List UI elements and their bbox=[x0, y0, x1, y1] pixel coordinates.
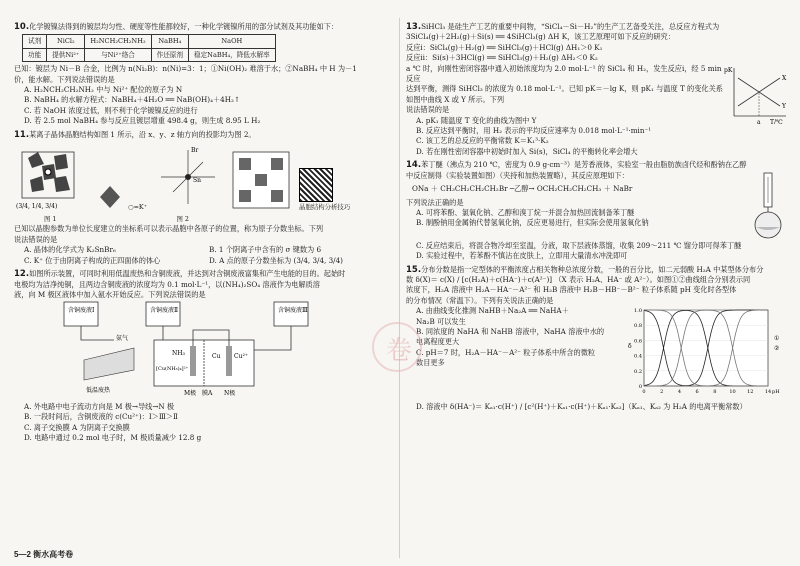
q12-nh3: NH₃ bbox=[172, 350, 185, 358]
q11-option-c: C. K⁺ 位于由阴离子构成的正四面体的体心 bbox=[24, 255, 161, 265]
q10-known1: 已知：镀层为 Ni－B 合金，比例为 n(Ni₂B)：n(Ni)=3：1；①Ni(OH)₂ 难溶于水；②NaBH₄ 中 H 为－1 bbox=[14, 64, 357, 74]
q12-apparatus bbox=[54, 300, 354, 398]
chart-y-tick: 1.0 bbox=[634, 308, 642, 315]
q13-option-c: C. 该工艺的总反应的平衡常数 K＝K₁³·K₂ bbox=[416, 136, 549, 146]
q13-body bbox=[406, 64, 790, 147]
q13-graph-xlabel: T/℃ bbox=[770, 118, 783, 124]
q12-n-pole: N极 bbox=[224, 390, 236, 398]
q13-stem1: SiHCl₃ 是硅生产工艺的重要中间物，“SiCl₄－Si－H₂”的生产工艺备受关注，总反应方程式为 bbox=[421, 22, 720, 31]
q15-stem3: 浓度下，H₂A 溶液中 H₂A－HA⁻－A²⁻ 和 H₂B 溶液中 H₂B－HB⁻－B²⁻ 粒子体系随 pH 变化时各型体 bbox=[406, 285, 737, 295]
q12-membrane: 膜A bbox=[202, 390, 213, 398]
left-column bbox=[14, 22, 394, 446]
q15-option-b1: B. 同浓度的 NaHA 和 NaHB 溶液中，NaHA 溶液中水的 bbox=[416, 326, 605, 336]
q14-reaction: ONa ＋ CH₃CH₂CH₂CH₂Br ─乙醇→ OCH₂CH₂CH₂CH₃ ＋ NaBr bbox=[412, 184, 633, 194]
chart-legend-1: ① bbox=[774, 335, 780, 343]
q11-stem2: 已知以晶胞参数为单位长度建立的坐标系可以表示晶胞中各原子的位置，称为原子分数坐标。下列 bbox=[14, 224, 324, 234]
q11-qr-caption: 晶胞结构分析技巧 bbox=[299, 202, 351, 211]
q12-stem2: 电极均为洁净纯铜，且两边含铜废液的浓度均为 0.1 mol·L⁻¹，以(NH₄)₂SO₄ 溶液作为电解质溶 bbox=[14, 279, 320, 289]
q14-option-a: A. 可将苯酚、氯氧化钠、乙醇和溴丁烷一并混合加热回流制备苯丁醚 bbox=[416, 207, 635, 217]
chart-y-tick: 0.6 bbox=[634, 338, 642, 345]
q11-option-b: B. 1 个阴离子中含有的 σ 键数为 6 bbox=[209, 245, 322, 255]
q10-known2: 价，能水解。下列说法错误的是 bbox=[14, 74, 115, 84]
page-footer: 5—2 衡水高考卷 bbox=[14, 550, 74, 559]
question-12 bbox=[14, 269, 394, 443]
q14-stem3: 下列说法正确的是 bbox=[406, 197, 464, 207]
q10-cell: H₂NCH₂CH₂NH₂ bbox=[85, 35, 151, 48]
q11-sn-label: Sn bbox=[193, 177, 202, 185]
chart-frame bbox=[644, 310, 768, 386]
q12-tank1: 含铜废液Ⅰ bbox=[68, 307, 95, 315]
q11-stem: 某离子晶体晶胞结构如图 1 所示，沿 x、y、z 轴方向的投影均为图 2。 bbox=[29, 129, 256, 139]
q15-body bbox=[406, 306, 790, 402]
q13-eq1: 反应ⅰ：SiCl₄(g)＋H₂(g) ══ SiHCl₃(g)＋HCl(g) ΔH₁＞0 K₁ bbox=[406, 42, 603, 52]
q13-eq-total: 3SiCl₄(g)＋2H₂(g)＋Si(s) ══ 4SiHCl₃(g) ΔH K，该工艺原理可如下反应的研究： bbox=[406, 32, 675, 42]
chart-x-tick: 4 bbox=[677, 389, 682, 396]
q13-number: 13. bbox=[406, 22, 422, 32]
q10-table bbox=[22, 34, 276, 62]
stamp-text: 卷 bbox=[386, 336, 413, 366]
q12-cu2: Cu²⁺ bbox=[234, 353, 249, 361]
q13-stem3: 达到平衡，测得 SiHCl₃ 的浓度为 0.18 mol·L⁻¹。已知 pK＝－lg K，则 pK₁ 与温度 T 的变化关系如图中曲线 X 或 Y 所示。下列 bbox=[406, 84, 723, 104]
q15-stem2: 数 δ(X)＝ c(X) / [c(H₂A)＋c(HA⁻)＋c(A²⁻)] （X 表示 H₂A、HA⁻ 或 A²⁻）。如图①②曲线组合分别表示同 bbox=[406, 274, 751, 284]
q10-option-a: A. H₂NCH₂CH₂NH₂ 中与 Ni²⁺ 配位的原子为 N bbox=[24, 85, 183, 95]
q11-option-a: A. 晶体的化学式为 K₂SnBr₆ bbox=[24, 245, 116, 255]
q10-cell: 与Ni²⁺络合 bbox=[85, 48, 151, 61]
question-13 bbox=[406, 22, 790, 157]
q12-number: 12. bbox=[14, 269, 30, 280]
chart-x-tick: 14 bbox=[764, 389, 772, 396]
q10-number: 10. bbox=[14, 22, 30, 32]
q10-cell: 功能 bbox=[23, 48, 47, 61]
q12-complex: [Cu(NH₃)₄]²⁺ bbox=[156, 366, 189, 373]
q10-option-d: D. 若 2.5 mol NaBH₄ 参与反应且镀层增重 498.4 g，则生成 8.95 L H₂ bbox=[24, 116, 261, 126]
q13-option-d: D. 若在刚性密闭容器中初始时加入 Si(s)，SiCl₄ 的平衡转化率会增大 bbox=[416, 146, 638, 156]
q11-number: 11. bbox=[14, 129, 30, 140]
q13-pk-graph bbox=[724, 64, 790, 124]
q11-figure2-projection bbox=[229, 148, 293, 212]
q10-cell: 作还原剂 bbox=[151, 48, 188, 61]
q13-stem2: a ℃ 时，向刚性密闭容器中通入初始浓度均为 2.0 mol·L⁻¹ 的 SiCl₄ 和 H₂，发生反应ⅰ，经 5 min 反应 bbox=[406, 63, 722, 84]
q14-reflux-apparatus bbox=[746, 171, 790, 241]
q10-cell: 提供Ni²⁺ bbox=[47, 48, 85, 61]
chart-y-tick: 0.2 bbox=[634, 368, 642, 375]
chart-x-tick: 2 bbox=[660, 389, 664, 396]
chart-x-tick: 0 bbox=[642, 389, 646, 396]
q12-cu: Cu bbox=[212, 353, 221, 361]
q12-ammonia: 氨气 bbox=[116, 335, 129, 343]
q13-graph-ylabel: pK bbox=[724, 66, 733, 74]
q13-graph-y-curve: Y bbox=[782, 102, 786, 110]
chart-y-tick: 0.4 bbox=[634, 353, 642, 360]
q12-m-pole: M极 bbox=[184, 390, 197, 398]
q13-stem4: 说法错误的是 bbox=[406, 105, 450, 115]
q10-cell: 稳定NaBH₄，降低水解率 bbox=[188, 48, 275, 61]
q13-graph-a: a bbox=[757, 118, 761, 124]
q11-fig2-caption: 图 2 bbox=[176, 215, 189, 224]
question-14 bbox=[406, 160, 790, 261]
q13-option-a: A. pK₁ 随温度 T 变化的曲线为图中 Y bbox=[416, 115, 537, 125]
q15-option-b2: 电离程度更大 bbox=[416, 337, 460, 347]
q11-fig1-caption: 图 1 bbox=[44, 215, 57, 224]
q13-graph-x-curve: X bbox=[782, 74, 787, 82]
chart-x-tick: 12 bbox=[747, 389, 754, 396]
q15-option-a2: Na₂B 可以发生 bbox=[416, 316, 466, 326]
q15-stem1: 分布分数是指一定型体的平衡浓度占相关物种总浓度分数，一般的百分比，如二元弱酸 H₂A 中某型体分布分 bbox=[421, 264, 764, 274]
q11-stem3: 说法错误的是 bbox=[14, 234, 58, 244]
q12-option-c: C. 离子交换膜 A 为阴离子交换膜 bbox=[24, 422, 130, 432]
q12-tank2: 含铜废液Ⅱ bbox=[150, 307, 179, 315]
chart-x-tick: 8 bbox=[713, 389, 717, 396]
q12-option-a: A. 外电路中电子流动方向是 M 极→导线→N 极 bbox=[24, 401, 175, 411]
q12-stem1: 如图所示装置，可同时利用低温废热和含铜废液，并达到对含铜废液富集和产生电能的目的。起始时 bbox=[29, 269, 346, 279]
q11-br-label: Br bbox=[191, 147, 199, 155]
q13-option-b: B. 反应达到平衡时，用 H₂ 表示的平均反应速率为 0.018 mol·L⁻¹·min⁻¹ bbox=[416, 126, 652, 136]
q11-octahedron-detail bbox=[153, 142, 223, 212]
q13-eq2: 反应ⅱ：Si(s)＋3HCl(g) ══ SiHCl₃(g)＋H₂(g) ΔH₂＜0 K₂ bbox=[406, 53, 598, 63]
chart-legend-2: ② bbox=[774, 345, 780, 353]
q14-option-c: C. 反应结束后，将混合物冷却至室温，分液，取下层液体蒸馏，收集 209～211 ℃ 馏分即可得苯丁醚 bbox=[416, 240, 742, 250]
q14-body bbox=[406, 171, 790, 241]
q15-option-c2: 数目更多 bbox=[416, 358, 445, 368]
chart-y-label: δ bbox=[628, 343, 632, 351]
q15-option-c1: C. pH＝7 时，H₂A－HA⁻－A²⁻ 粒子体系中所含的微粒 bbox=[416, 347, 596, 357]
q11-legend: ○=K⁺ bbox=[128, 202, 148, 211]
q14-option-d: D. 实验过程中，若苯酚不慎沾在皮肤上，立即用大量清水冲洗即可 bbox=[416, 251, 628, 261]
q11-figures bbox=[14, 142, 394, 212]
right-column bbox=[406, 22, 790, 416]
q14-number: 14. bbox=[406, 160, 422, 171]
q11-figure-captions bbox=[44, 214, 394, 224]
q10-cell: NaOH bbox=[188, 35, 275, 48]
q15-option-d: D. 溶液中 δ(HA⁻)＝ Kₐ₁·c(H⁺) / [c²(H⁺)＋Kₐ₁·c(H⁺)＋Kₐ₁·Kₐ₂]（Kₐ₁、Kₐ₂ 为 H₂A 的电离平衡常数） bbox=[416, 402, 747, 412]
q14-stem2: 中反应制得（实验装置如图）（夹持和加热装置略），其反应原理如下： bbox=[406, 170, 629, 180]
q15-option-a1: A. 由曲线变化推测 NaHB＋Na₂A ══ NaHA＋ bbox=[416, 306, 569, 316]
q12-tank3: 含铜废液Ⅲ bbox=[278, 307, 308, 315]
q11-coord: (3/4, 1/4, 3/4) bbox=[16, 203, 58, 211]
chart-y-tick: 0.8 bbox=[634, 323, 642, 330]
chart-x-label: pH bbox=[772, 389, 780, 396]
question-15 bbox=[406, 265, 790, 413]
chart-x-tick: 10 bbox=[729, 389, 736, 396]
q11-options-ab bbox=[24, 245, 394, 255]
q10-option-b: B. NaBH₄ 的水解方程式：NaBH₄＋4H₂O ══ NaB(OH)₄＋4H₂↑ bbox=[24, 95, 240, 105]
q12-option-b: B. 一段时间后，含铜废液的 c(Cu²⁺)：Ⅰ＞Ⅲ＞Ⅱ bbox=[24, 412, 178, 422]
q10-option-c: C. 若 NaOH 浓度过低，则不利于化学镀镍反应的进行 bbox=[24, 105, 198, 115]
q11-options-cd bbox=[24, 256, 394, 266]
qr-code[interactable] bbox=[299, 168, 333, 202]
chart-y-tick: 0 bbox=[638, 384, 642, 391]
question-11 bbox=[14, 130, 394, 266]
q10-cell: 试剂 bbox=[23, 35, 47, 48]
q10-cell: NaBH₄ bbox=[151, 35, 188, 48]
q15-number: 15. bbox=[406, 264, 422, 275]
watermark-stamp bbox=[372, 322, 422, 372]
q11-figure1-cube bbox=[14, 142, 92, 212]
q15-distribution-chart bbox=[624, 306, 788, 402]
q12-option-d: D. 电路中通过 0.2 mol 电子时，M 极质量减少 12.8 g bbox=[24, 432, 202, 442]
q11-qr-block bbox=[299, 168, 350, 212]
q10-cell: NiCl₂ bbox=[47, 35, 85, 48]
q14-stem1: 苯丁醚（沸点为 210 ℃，密度为 0.9 g·cm⁻³）是芳香液体，实验室一般由脂肪族卤代烃和酚钠在乙醇 bbox=[421, 160, 747, 170]
q12-heat: 低温废热 bbox=[86, 387, 111, 395]
q11-option-d: D. A 点的原子分数坐标为 (3/4, 3/4, 3/4) bbox=[209, 255, 343, 265]
column-divider bbox=[399, 18, 400, 558]
q14-option-b: B. 制酚钠用金属钠代替氢氧化钠，反应更易进行，但实际会使用氢氧化钠 bbox=[416, 218, 649, 228]
q11-legend-octahedron bbox=[98, 182, 122, 212]
question-10 bbox=[14, 22, 394, 127]
q12-stem3: 液，向 M 极区液体中加入氨水开始反应。下列说法错误的是 bbox=[14, 289, 206, 299]
chart-x-tick: 6 bbox=[695, 389, 699, 396]
q15-stem4: 的分布情况（常温下）。下列有关说法正确的是 bbox=[406, 295, 554, 305]
q10-stem: 化学镀镍法得到的镀层均匀性、硬度等性能都较好，一种化学镀镍所用的部分试剂及其功能如下： bbox=[29, 22, 339, 31]
